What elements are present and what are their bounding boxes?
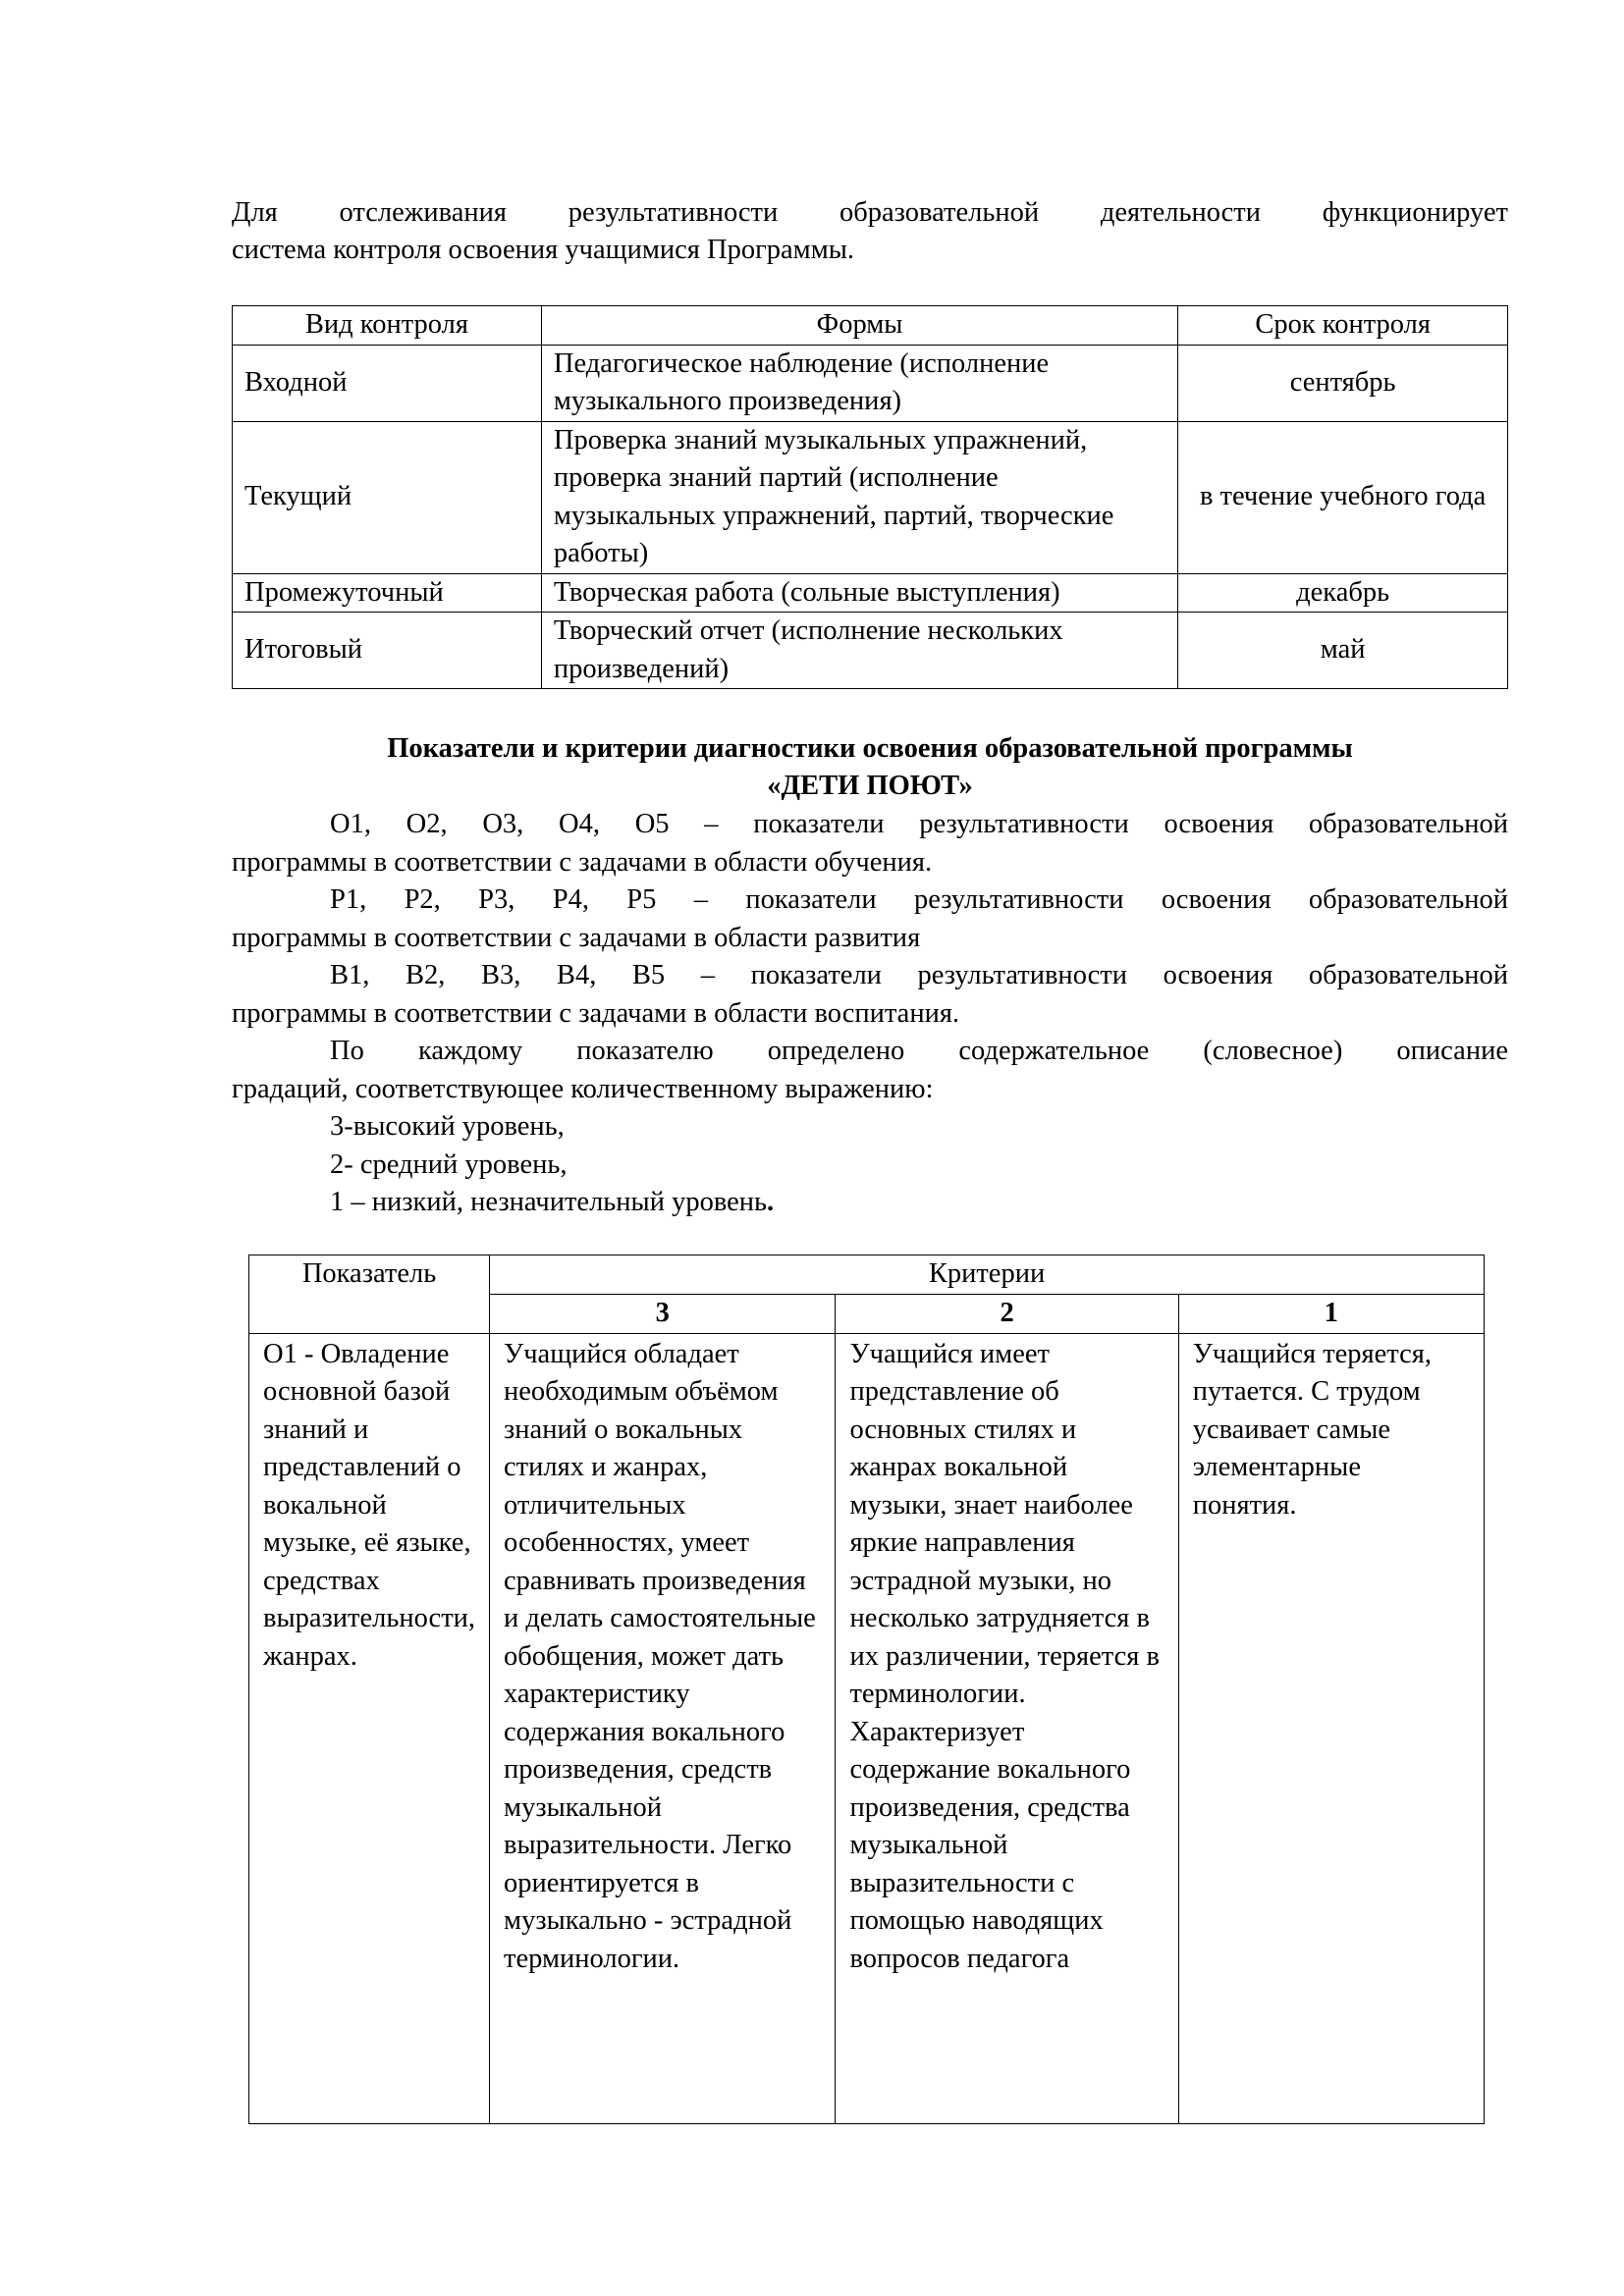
v-indicators-line-2: программы в соответствии с задачами в области воспитания. [232,998,960,1029]
control-term: в течение учебного года [1178,421,1508,573]
level-3-cell: Учащийся обладает необходимым объёмом знаний о вокальных стилях и жанрах, отличительных особенностях, умеет сравнивать произведения и делать самостоятельные обобщения, может дать характеристику содержания вокального произведения, средств музыкальной выразительности. Легко ориентируется в музыкально - эстрадной терминологии. [490,1333,836,2123]
control-type: Текущий [233,421,542,573]
table-row [233,573,1508,613]
o-indicators-line-1: О1, О2, О3, О4, О5 – показатели результативности освоения образовательной [330,809,1508,839]
v-indicators-line-1: В1, В2, В3, В4, В5 – показатели результативности освоения образовательной [330,960,1508,990]
table-row [233,613,1508,689]
control-type: Входной [233,345,542,421]
control-form: Творческая работа (сольные выступления) [541,573,1177,613]
control-table-header [233,306,1508,346]
level-2-cell: Учащийся имеет представление об основных стилях и жанрах вокальной музыки, знает наиболее яркие направления эстрадной музыки, но несколько затрудняется в их различении, теряется в терминологии. Характеризует содержание вокального произведения, средства музыкальной выразительности с помощью наводящих вопросов педагога [836,1333,1178,2123]
control-term: сентябрь [1178,345,1508,421]
table-row [233,421,1508,573]
header-forms: Формы [541,306,1177,346]
intro-line-2: система контроля освоения учащимися Программы. [232,235,855,265]
criteria-header-row [249,1255,1485,1295]
header-term: Срок контроля [1178,306,1508,346]
gradation-line-2: градаций, соответствующее количественному выражению: [232,1074,934,1104]
control-form: Педагогическое наблюдение (исполнение музыкального произведения) [541,345,1177,421]
header-control-type: Вид контроля [233,306,542,346]
control-type: Промежуточный [233,573,542,613]
level-3-description: 3-высокий уровень, [330,1111,565,1142]
o-indicators-line-2: программы в соответствии с задачами в области обучения. [232,847,933,878]
gradation-line-1: По каждому показателю определено содержательное (словесное) описание [330,1036,1508,1066]
control-term: май [1178,613,1508,689]
p-indicators-line-2: программы в соответствии с задачами в области развития [232,923,921,953]
level-2-description: 2- средний уровень, [330,1149,568,1180]
header-indicator: Показатель [249,1255,490,1334]
indicator-cell: О1 - Овладение основной базой знаний и представлений о вокальной музыке, её языке, средствах выразительности, жанрах. [249,1333,490,2123]
table-row [233,345,1508,421]
level-1-description: 1 – низкий, незначительный уровень. [330,1187,775,1217]
control-term: декабрь [1178,573,1508,613]
level-2-header: 2 [836,1295,1178,1334]
control-form: Проверка знаний музыкальных упражнений, проверка знаний партий (исполнение музыкальных упражнений, партий, творческие работы) [541,421,1177,573]
p-indicators-line-1: Р1, Р2, Р3, Р4, Р5 – показатели результативности освоения образовательной [330,884,1508,915]
header-criteria: Критерии [490,1255,1485,1295]
criteria-table [248,1255,1485,2124]
section-title-line-1: Показатели и критерии диагностики освоения образовательной программы [387,733,1353,764]
table-row [249,1333,1485,2123]
level-1-cell: Учащийся теряется, путается. С трудом усваивает самые элементарные понятия. [1178,1333,1484,2123]
control-type: Итоговый [233,613,542,689]
intro-line-1: Для отслеживания результативности образовательной деятельности функционирует [232,197,1508,228]
level-3-header: 3 [490,1295,836,1334]
control-form: Творческий отчет (исполнение нескольких произведений) [541,613,1177,689]
section-title-line-2: «ДЕТИ ПОЮТ» [767,771,973,801]
level-1-header: 1 [1178,1295,1484,1334]
control-table [232,305,1508,689]
